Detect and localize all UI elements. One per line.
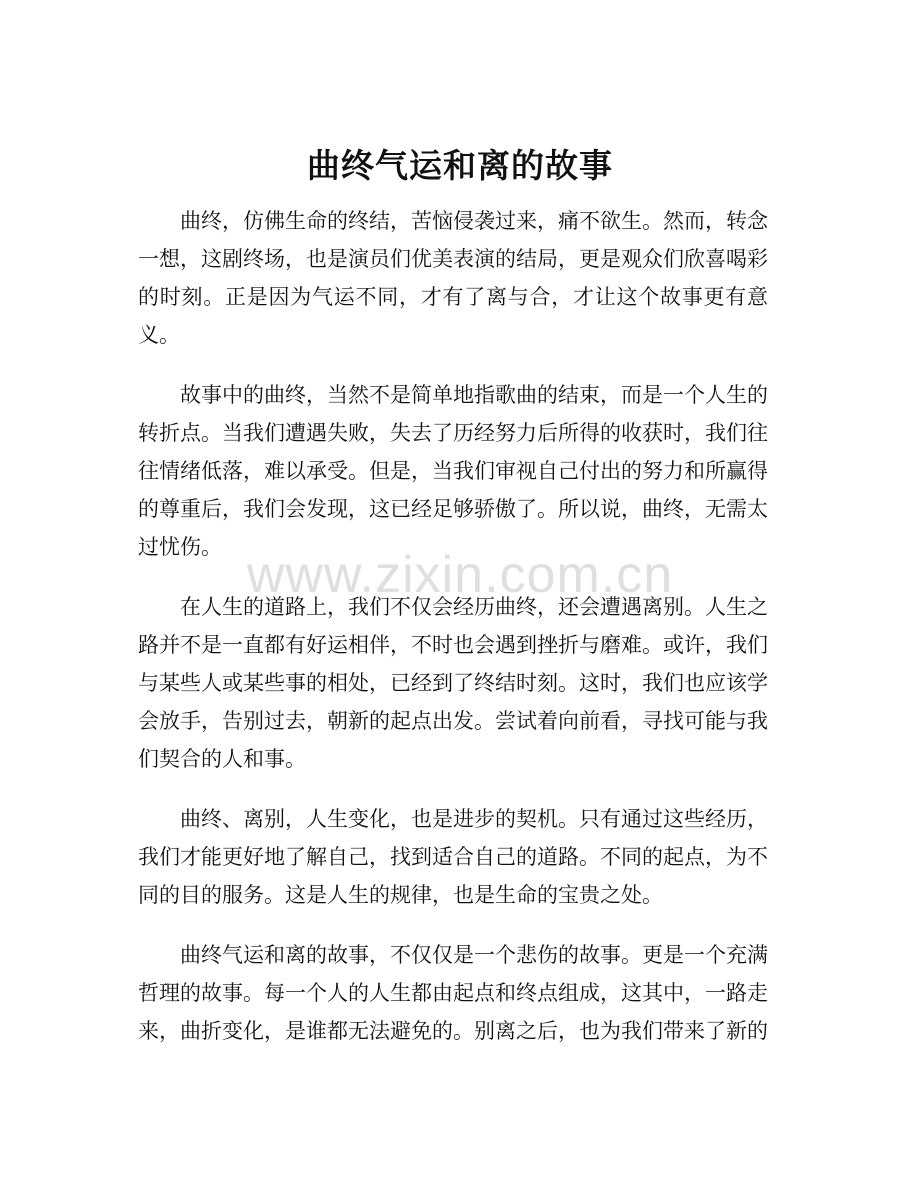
paragraph-4: 曲终、离别，人生变化，也是进步的契机。只有通过这些经历，我们才能更好地了解自己，找到适合自己的道路。不同的起点，为不同的目的服务。这是人生的规律，也是生命的宝贵之处。 [138, 807, 768, 907]
watermark-text: www.zixin.com.cn [246, 546, 674, 604]
paragraph-3: 在人生的道路上，我们不仅会经历曲终，还会遭遇离别。人生之路并不是一直都有好运相伴，不时也会遇到挫折与磨难。或许，我们与某些人或某些事的相处，已经到了终结时刻。这时，我们也应该学会放手，告别过去，朝新的起点出发。尝试着向前看，寻找可能与我们契合的人和事。 [138, 595, 768, 771]
paragraph-5: 曲终气运和离的故事，不仅仅是一个悲伤的故事。更是一个充满哲理的故事。每一个人的人生都由起点和终点组成，这其中，一路走来，曲折变化，是谁都无法避免的。别离之后，也为我们带来了新的 [138, 943, 768, 1043]
document-body [138, 202, 768, 1072]
paragraph-1: 曲终，仿佛生命的终结，苦恼侵袭过来，痛不欲生。然而，转念一想，这剧终场，也是演员们优美表演的结局，更是观众们欣喜喝彩的时刻。正是因为气运不同，才有了离与合，才让这个故事更有意义。 [138, 209, 768, 347]
document-title: 曲终气运和离的故事 [307, 146, 613, 185]
paragraph-2: 故事中的曲终，当然不是简单地指歌曲的结束，而是一个人生的转折点。当我们遭遇失败，失去了历经努力后所得的收获时，我们往往情绪低落，难以承受。但是，当我们审视自己付出的努力和所赢得的尊重后，我们会发现，这已经足够骄傲了。所以说，曲终，无需太过忧伤。 [138, 383, 768, 559]
